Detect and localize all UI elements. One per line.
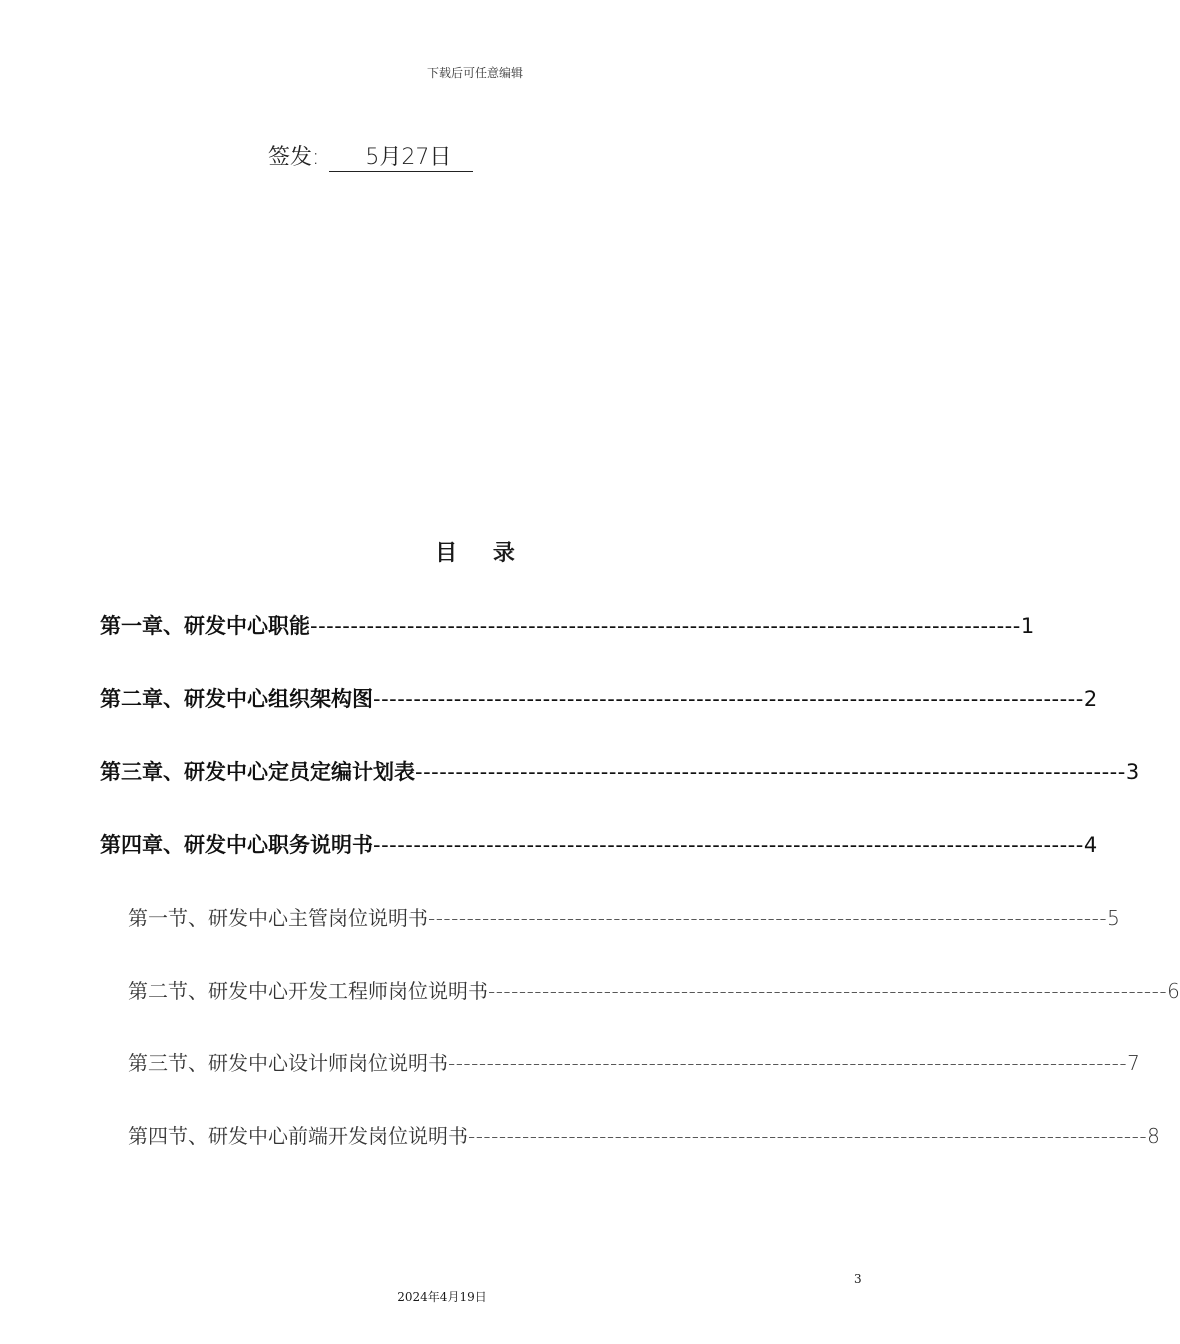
toc-entry-label: 第三章、研发中心定员定编计划表 <box>100 760 415 784</box>
toc-entry-page: 5 <box>1107 906 1120 930</box>
toc-title: 目 录 <box>435 541 529 566</box>
signature-label: 签发: <box>268 145 320 170</box>
toc-entry-page: 2 <box>1083 687 1098 711</box>
toc-entry-page: 3 <box>1125 760 1140 784</box>
toc-entry-page: 8 <box>1147 1124 1160 1148</box>
toc-entry-section-2[interactable] <box>128 975 1180 1004</box>
toc-entry-label: 第二章、研发中心组织架构图 <box>100 687 373 711</box>
toc-entry-chapter-2[interactable] <box>100 683 1098 713</box>
toc-entry-leader: ---------------------------------------------------------------------------------------- <box>428 906 1108 930</box>
toc-entry-section-4[interactable] <box>128 1120 1160 1149</box>
signature-line <box>268 140 473 172</box>
signature-date: 5月27日 <box>329 140 473 172</box>
toc-entry-page: 4 <box>1083 833 1098 857</box>
toc-entry-label: 第三节、研发中心设计师岗位说明书 <box>128 1051 448 1075</box>
toc-entry-label: 第四章、研发中心职务说明书 <box>100 833 373 857</box>
footer-page-number: 3 <box>854 1272 862 1286</box>
toc-entry-label: 第二节、研发中心开发工程师岗位说明书 <box>128 979 488 1003</box>
toc-entry-leader: ---------------------------------------------------------------------------------------- <box>373 687 1084 711</box>
toc-entry-leader: ---------------------------------------------------------------------------------------- <box>373 833 1084 857</box>
toc-entry-leader: ---------------------------------------------------------------------------------------- <box>468 1124 1148 1148</box>
toc-entry-label: 第四节、研发中心前端开发岗位说明书 <box>128 1124 468 1148</box>
toc-entry-page: 7 <box>1127 1051 1140 1075</box>
toc-entry-leader: ---------------------------------------------------------------------------------------- <box>310 614 1021 638</box>
toc-entry-leader: ---------------------------------------------------------------------------------------- <box>415 760 1126 784</box>
toc-entry-chapter-3[interactable] <box>100 756 1140 786</box>
toc-entry-leader: ---------------------------------------------------------------------------------------- <box>488 979 1168 1003</box>
toc-entry-label: 第一章、研发中心职能 <box>100 614 310 638</box>
toc-entry-section-3[interactable] <box>128 1047 1140 1076</box>
toc-entry-leader: ---------------------------------------------------------------------------------------- <box>448 1051 1128 1075</box>
toc-entry-page: 6 <box>1167 979 1180 1003</box>
toc-entry-page: 1 <box>1020 614 1035 638</box>
footer-date: 2024年4月19日 <box>397 1290 487 1304</box>
page-header-note: 下载后可任意编辑 <box>426 66 523 80</box>
toc-entry-label: 第一节、研发中心主管岗位说明书 <box>128 906 428 930</box>
toc-entry-chapter-1[interactable] <box>100 610 1035 640</box>
toc-entry-chapter-4[interactable] <box>100 829 1098 859</box>
toc-entry-section-1[interactable] <box>128 902 1120 931</box>
